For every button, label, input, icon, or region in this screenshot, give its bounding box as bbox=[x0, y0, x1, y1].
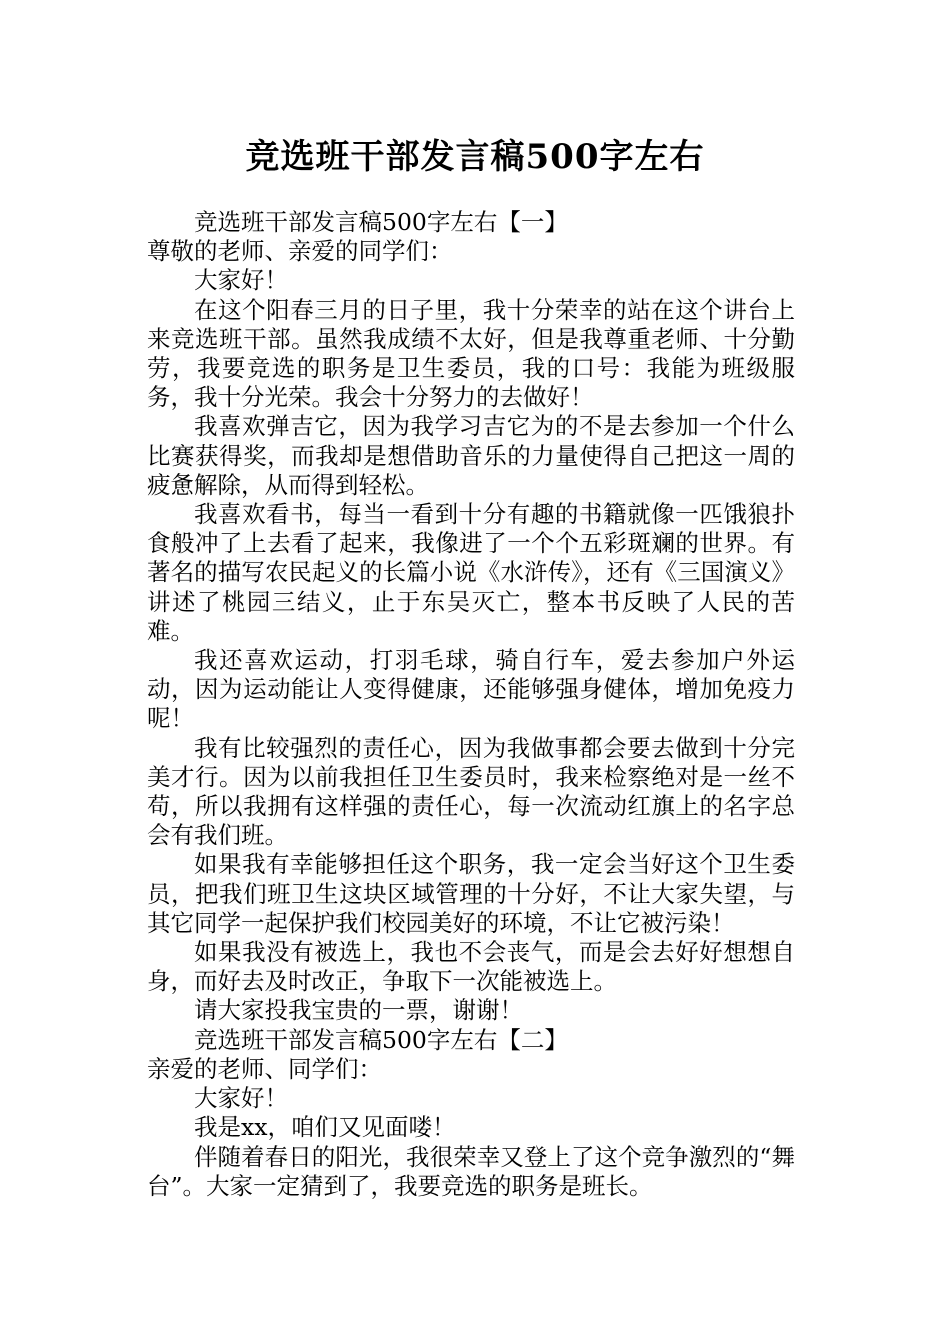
paragraph-heading-1: 竞选班干部发言稿500字左右【一】 bbox=[194, 208, 568, 236]
paragraph-greeting-2: 大家好！ bbox=[194, 1084, 288, 1113]
paragraph-body: 伴随着春日的阳光，我很荣幸又登上了这个竞争激烈的“舞台”。大家一定猜到了，我要竞选的职务是班长。 bbox=[147, 1142, 795, 1200]
document-body bbox=[147, 208, 795, 1201]
paragraph-greeting-1: 大家好！ bbox=[194, 266, 288, 295]
paragraph-body: 我是xx，咱们又见面喽！ bbox=[194, 1113, 456, 1142]
paragraph-heading-2: 竞选班干部发言稿500字左右【二】 bbox=[194, 1025, 568, 1054]
paragraph-salutation-2: 亲爱的老师、同学们： bbox=[147, 1054, 382, 1083]
paragraph-body: 我有比较强烈的责任心，因为我做事都会要去做到十分完美才行。因为以前我担任卫生委员时，我来检察绝对是一丝不苟，所以我拥有这样强的责任心，每一次流动红旗上的名字总会有我们班。 bbox=[147, 733, 795, 850]
paragraph-body: 如果我有幸能够担任这个职务，我一定会当好这个卫生委员，把我们班卫生这块区域管理的十分好，不让大家失望，与其它同学一起保护我们校园美好的环境，不让它被污染！ bbox=[147, 850, 795, 937]
paragraph-body: 我还喜欢运动，打羽毛球，骑自行车，爱去参加户外运动，因为运动能让人变得健康，还能够强身健体，增加免疫力呢！ bbox=[147, 646, 795, 733]
paragraph-salutation-1: 尊敬的老师、亲爱的同学们： bbox=[147, 237, 453, 266]
paragraph-body: 我喜欢弹吉它，因为我学习吉它为的不是去参加一个什么比赛获得奖，而我却是想借助音乐的力量使得自己把这一周的疲惫解除，从而得到轻松。 bbox=[147, 412, 795, 499]
paragraph-body: 如果我没有被选上，我也不会丧气，而是会去好好想想自身，而好去及时改正，争取下一次能被选上。 bbox=[147, 938, 795, 996]
document-title: 竞选班干部发言稿500字左右 bbox=[245, 137, 705, 177]
paragraph-body: 在这个阳春三月的日子里，我十分荣幸的站在这个讲台上来竞选班干部。虽然我成绩不太好，但是我尊重老师、十分勤劳，我要竞选的职务是卫生委员，我的口号：我能为班级服务，我十分光荣。我会十分努力的去做好！ bbox=[147, 295, 795, 412]
paragraph-body: 我喜欢看书，每当一看到十分有趣的书籍就像一匹饿狼扑食般冲了上去看了起来，我像进了一个个五彩斑斓的世界。有著名的描写农民起义的长篇小说《水浒传》，还有《三国演义》讲述了桃园三结义，止于东吴灭亡，整本书反映了人民的苦难。 bbox=[147, 500, 795, 645]
paragraph-body: 请大家投我宝贵的一票，谢谢！ bbox=[194, 996, 523, 1025]
